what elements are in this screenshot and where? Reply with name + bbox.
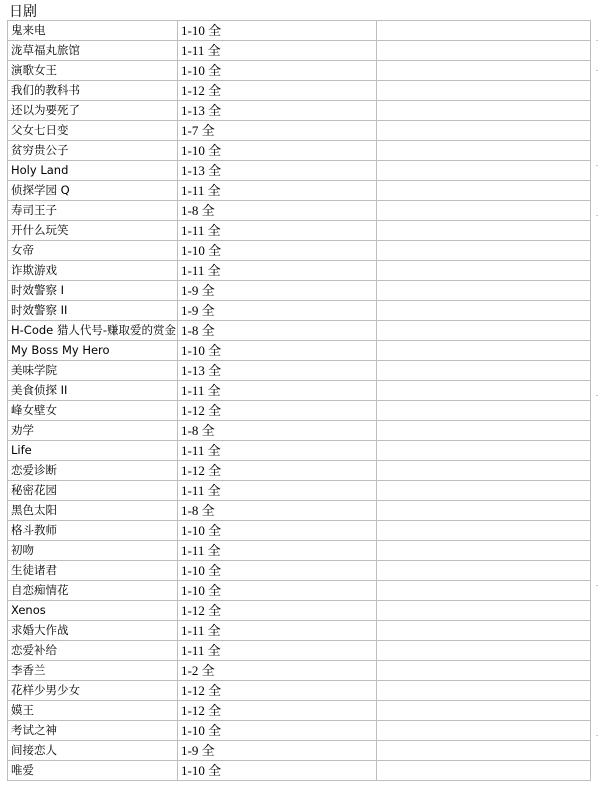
drama-title-cell: 演歌女王 — [8, 61, 178, 81]
notes-cell — [377, 401, 591, 421]
drama-title-cell: 我们的教科书 — [8, 81, 178, 101]
page-edge-mark — [596, 215, 598, 216]
table-row — [8, 281, 591, 301]
episode-range-cell: 1-10 全 — [178, 561, 377, 581]
drama-title-cell: 考试之神 — [8, 721, 178, 741]
table-row — [8, 261, 591, 281]
episode-range-cell: 1-2 全 — [178, 661, 377, 681]
notes-cell — [377, 281, 591, 301]
notes-cell — [377, 421, 591, 441]
notes-cell — [377, 541, 591, 561]
table-row — [8, 121, 591, 141]
episode-range-cell: 1-10 全 — [178, 21, 377, 41]
episode-range-cell: 1-11 全 — [178, 261, 377, 281]
page-edge-mark — [596, 395, 598, 396]
notes-cell — [377, 141, 591, 161]
table-row — [8, 621, 591, 641]
notes-cell — [377, 41, 591, 61]
notes-cell — [377, 521, 591, 541]
episode-range-cell: 1-11 全 — [178, 221, 377, 241]
episode-range-cell: 1-12 全 — [178, 701, 377, 721]
episode-range-cell: 1-9 全 — [178, 301, 377, 321]
episode-range-cell: 1-11 全 — [178, 621, 377, 641]
table-row — [8, 701, 591, 721]
notes-cell — [377, 21, 591, 41]
drama-title-cell: 间接恋人 — [8, 741, 178, 761]
drama-title-cell: 鬼来电 — [8, 21, 178, 41]
table-row — [8, 521, 591, 541]
notes-cell — [377, 661, 591, 681]
episode-range-cell: 1-13 全 — [178, 361, 377, 381]
table-row — [8, 601, 591, 621]
drama-title-cell: 侦探学园 Q — [8, 181, 178, 201]
notes-cell — [377, 381, 591, 401]
notes-cell — [377, 581, 591, 601]
episode-range-cell: 1-13 全 — [178, 101, 377, 121]
notes-cell — [377, 441, 591, 461]
episode-range-cell: 1-11 全 — [178, 541, 377, 561]
drama-title-cell: 黑色太阳 — [8, 501, 178, 521]
notes-cell — [377, 161, 591, 181]
drama-title-cell: 贫穷贵公子 — [8, 141, 178, 161]
drama-title-cell: 峰女壁女 — [8, 401, 178, 421]
drama-title-cell: 诈欺游戏 — [8, 261, 178, 281]
notes-cell — [377, 761, 591, 781]
notes-cell — [377, 201, 591, 221]
drama-title-cell: H-Code 猎人代号-赚取爱的赏金 — [8, 321, 178, 341]
notes-cell — [377, 741, 591, 761]
episode-range-cell: 1-12 全 — [178, 81, 377, 101]
episode-range-cell: 1-12 全 — [178, 601, 377, 621]
episode-range-cell: 1-8 全 — [178, 321, 377, 341]
drama-title-cell: 嫫王 — [8, 701, 178, 721]
table-row — [8, 241, 591, 261]
table-row — [8, 41, 591, 61]
drama-title-cell: 寿司王子 — [8, 201, 178, 221]
table-row — [8, 81, 591, 101]
episode-range-cell: 1-9 全 — [178, 281, 377, 301]
drama-title-cell: 泷草福丸旅馆 — [8, 41, 178, 61]
drama-title-cell: 美食侦探 II — [8, 381, 178, 401]
episode-range-cell: 1-10 全 — [178, 61, 377, 81]
notes-cell — [377, 301, 591, 321]
drama-table-body — [8, 21, 591, 781]
episode-range-cell: 1-13 全 — [178, 161, 377, 181]
notes-cell — [377, 101, 591, 121]
drama-title-cell: 还以为要死了 — [8, 101, 178, 121]
page-edge-mark — [596, 40, 598, 41]
page-edge-mark — [596, 165, 598, 166]
notes-cell — [377, 321, 591, 341]
notes-cell — [377, 81, 591, 101]
drama-title-cell: 恋爱补给 — [8, 641, 178, 661]
table-row — [8, 721, 591, 741]
table-row — [8, 301, 591, 321]
drama-title-cell: 开什么玩笑 — [8, 221, 178, 241]
drama-title-cell: Holy Land — [8, 161, 178, 181]
table-row — [8, 581, 591, 601]
table-row — [8, 641, 591, 661]
table-row — [8, 221, 591, 241]
table-row — [8, 761, 591, 781]
drama-title-cell: 李香兰 — [8, 661, 178, 681]
notes-cell — [377, 241, 591, 261]
notes-cell — [377, 641, 591, 661]
episode-range-cell: 1-10 全 — [178, 241, 377, 261]
table-row — [8, 741, 591, 761]
drama-title-cell: 美味学院 — [8, 361, 178, 381]
notes-cell — [377, 681, 591, 701]
episode-range-cell: 1-12 全 — [178, 461, 377, 481]
episode-range-cell: 1-10 全 — [178, 581, 377, 601]
page-edge-mark — [596, 735, 598, 736]
episode-range-cell: 1-10 全 — [178, 521, 377, 541]
table-row — [8, 321, 591, 341]
episode-range-cell: 1-11 全 — [178, 481, 377, 501]
table-row — [8, 141, 591, 161]
notes-cell — [377, 341, 591, 361]
episode-range-cell: 1-10 全 — [178, 721, 377, 741]
episode-range-cell: 1-10 全 — [178, 761, 377, 781]
drama-title-cell: 劝学 — [8, 421, 178, 441]
table-row — [8, 681, 591, 701]
drama-title-cell: 恋爱诊断 — [8, 461, 178, 481]
table-row — [8, 21, 591, 41]
table-row — [8, 381, 591, 401]
drama-title-cell: 初吻 — [8, 541, 178, 561]
table-row — [8, 461, 591, 481]
table-row — [8, 541, 591, 561]
table-row — [8, 481, 591, 501]
drama-title-cell: Life — [8, 441, 178, 461]
notes-cell — [377, 501, 591, 521]
episode-range-cell: 1-10 全 — [178, 341, 377, 361]
episode-range-cell: 1-11 全 — [178, 641, 377, 661]
episode-range-cell: 1-11 全 — [178, 441, 377, 461]
drama-title-cell: 格斗教师 — [8, 521, 178, 541]
notes-cell — [377, 361, 591, 381]
drama-title-cell: 自恋痴情花 — [8, 581, 178, 601]
episode-range-cell: 1-9 全 — [178, 741, 377, 761]
drama-title-cell: 时效警察 II — [8, 301, 178, 321]
notes-cell — [377, 121, 591, 141]
drama-title-cell: 时效警察 I — [8, 281, 178, 301]
table-row — [8, 101, 591, 121]
table-row — [8, 161, 591, 181]
episode-range-cell: 1-8 全 — [178, 201, 377, 221]
notes-cell — [377, 461, 591, 481]
notes-cell — [377, 221, 591, 241]
episode-range-cell: 1-12 全 — [178, 401, 377, 421]
drama-title-cell: My Boss My Hero — [8, 341, 178, 361]
table-row — [8, 61, 591, 81]
table-row — [8, 361, 591, 381]
notes-cell — [377, 701, 591, 721]
table-row — [8, 561, 591, 581]
episode-range-cell: 1-11 全 — [178, 181, 377, 201]
drama-title-cell: 生徒诸君 — [8, 561, 178, 581]
table-row — [8, 421, 591, 441]
table-row — [8, 401, 591, 421]
drama-title-cell: Xenos — [8, 601, 178, 621]
drama-table — [7, 20, 591, 781]
table-row — [8, 501, 591, 521]
table-row — [8, 661, 591, 681]
table-row — [8, 201, 591, 221]
notes-cell — [377, 61, 591, 81]
episode-range-cell: 1-11 全 — [178, 41, 377, 61]
page-edge-mark — [596, 585, 598, 586]
table-row — [8, 441, 591, 461]
episode-range-cell: 1-12 全 — [178, 681, 377, 701]
notes-cell — [377, 561, 591, 581]
episode-range-cell: 1-11 全 — [178, 381, 377, 401]
drama-title-cell: 秘密花园 — [8, 481, 178, 501]
table-row — [8, 181, 591, 201]
list-heading: 日剧 — [9, 4, 37, 20]
notes-cell — [377, 621, 591, 641]
drama-title-cell: 求婚大作战 — [8, 621, 178, 641]
episode-range-cell: 1-8 全 — [178, 501, 377, 521]
table-row — [8, 341, 591, 361]
episode-range-cell: 1-7 全 — [178, 121, 377, 141]
notes-cell — [377, 601, 591, 621]
episode-range-cell: 1-10 全 — [178, 141, 377, 161]
notes-cell — [377, 721, 591, 741]
notes-cell — [377, 481, 591, 501]
episode-range-cell: 1-8 全 — [178, 421, 377, 441]
drama-title-cell: 花样少男少女 — [8, 681, 178, 701]
drama-title-cell: 唯爱 — [8, 761, 178, 781]
drama-title-cell: 父女七日变 — [8, 121, 178, 141]
page-edge-mark — [596, 70, 598, 71]
notes-cell — [377, 181, 591, 201]
drama-title-cell: 女帝 — [8, 241, 178, 261]
notes-cell — [377, 261, 591, 281]
